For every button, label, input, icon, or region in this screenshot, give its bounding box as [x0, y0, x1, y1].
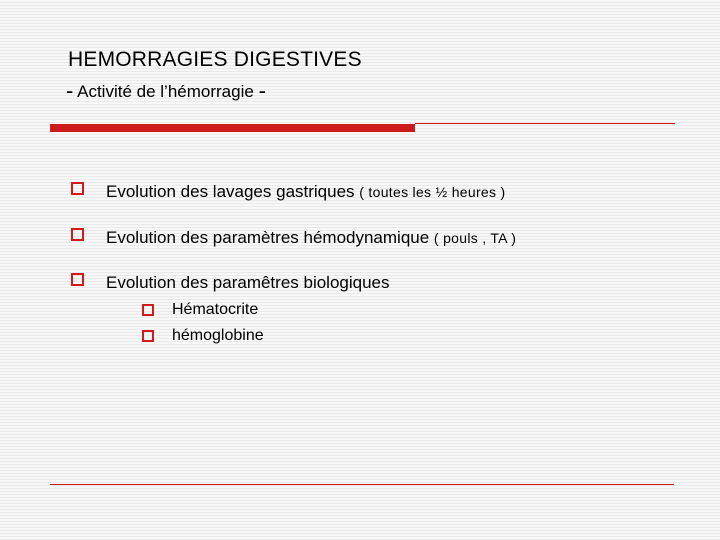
subtitle-dash-left: - [66, 78, 74, 103]
bottom-accent-line [50, 484, 674, 485]
bullet-square-icon [71, 182, 84, 195]
subtitle-text: Activité de l’hémorragie [77, 82, 254, 101]
sub-bullet-square-icon [142, 304, 154, 316]
bullet-item-biologiques [106, 272, 390, 294]
sub-bullet-hemoglobine: hémoglobine [172, 327, 264, 344]
slide-title: HEMORRAGIES DIGESTIVES [68, 48, 362, 71]
bullet-item-lavages [106, 181, 505, 203]
bullet-item-hemodynamique [106, 227, 516, 249]
bullet-text: Evolution des lavages gastriques [106, 182, 355, 201]
sub-bullet-hematocrite: Hématocrite [172, 301, 259, 318]
top-accent-bar [50, 124, 415, 132]
bullet-square-icon [71, 228, 84, 241]
bullet-note: ( toutes les ½ heures ) [359, 184, 506, 200]
bullet-text: Evolution des paramêtres biologiques [106, 273, 390, 292]
slide-subtitle [66, 79, 266, 104]
top-accent-line [415, 123, 675, 124]
sub-bullet-square-icon [142, 330, 154, 342]
bullet-square-icon [71, 273, 84, 286]
subtitle-dash-right: - [258, 78, 266, 103]
bullet-note: ( pouls , TA ) [433, 230, 517, 246]
bullet-text: Evolution des paramètres hémodynamique [106, 228, 430, 247]
